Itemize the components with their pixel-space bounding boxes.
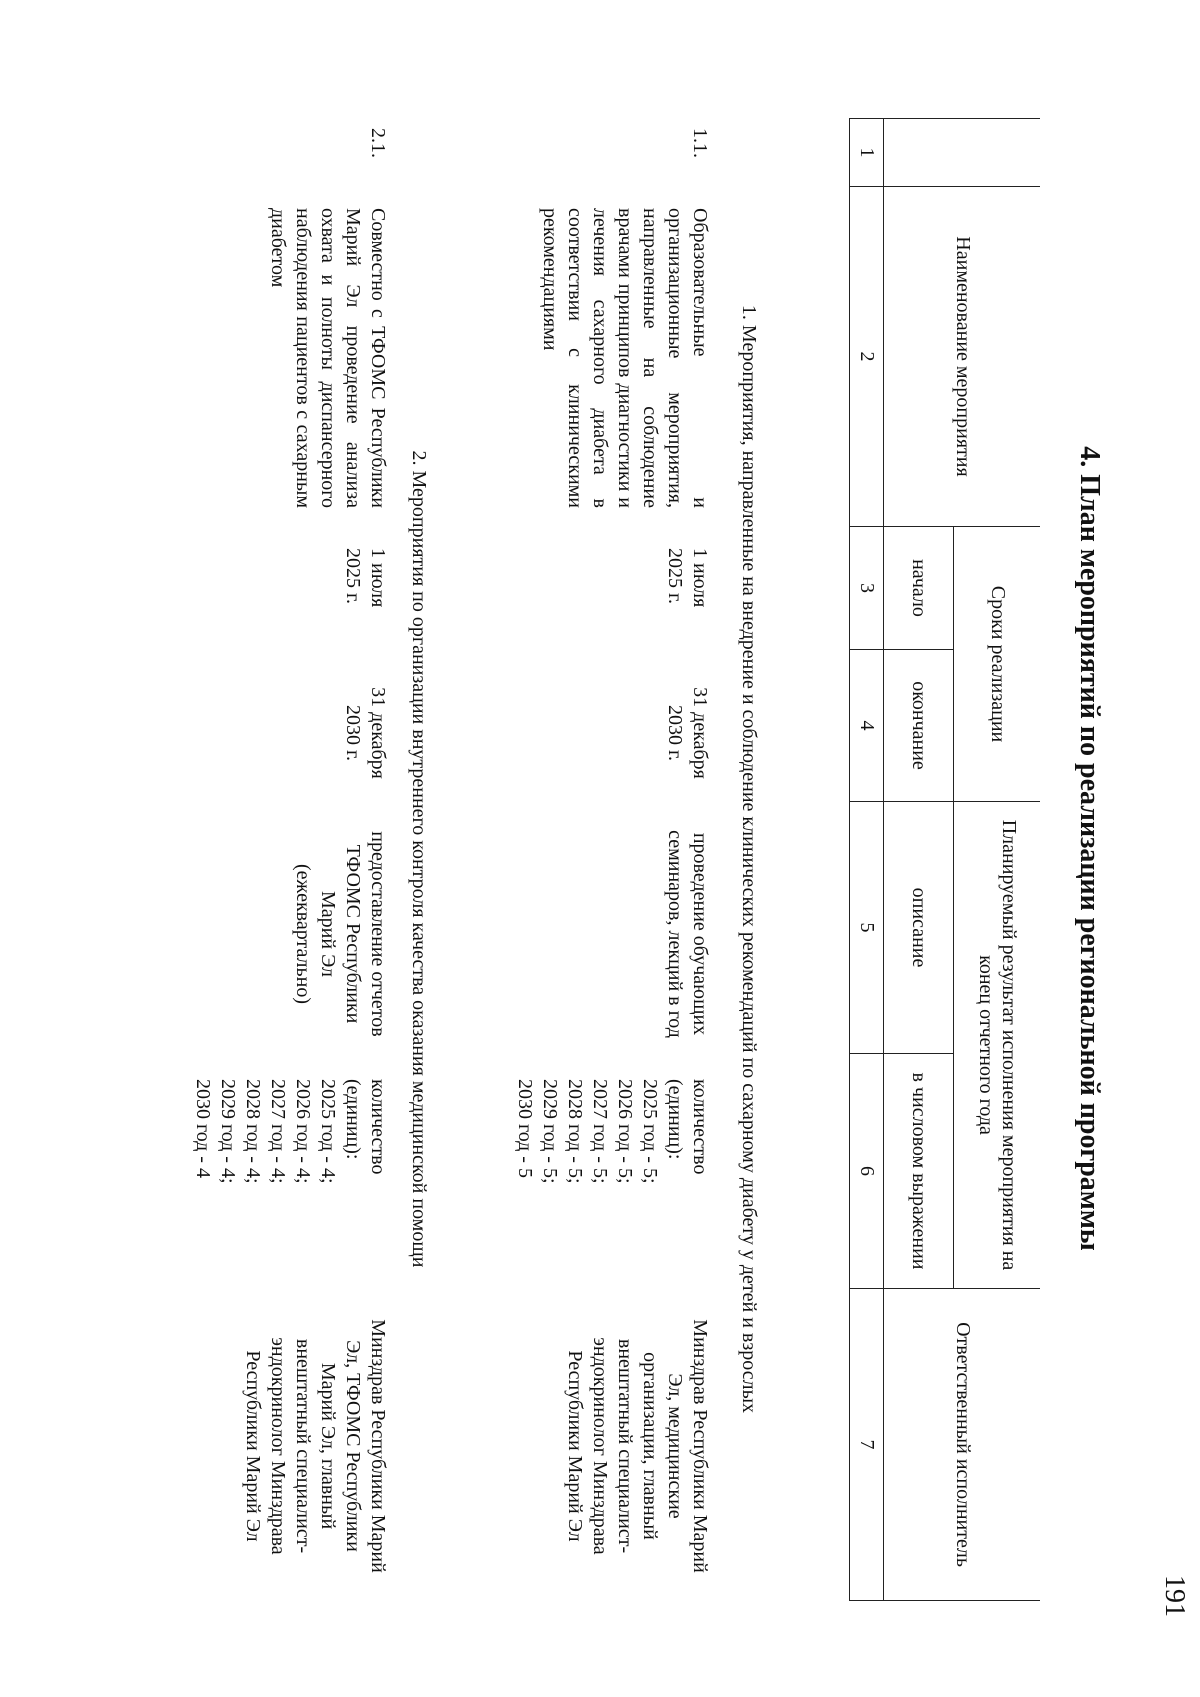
numeric-line: 2027 год - 5; bbox=[589, 1079, 611, 1184]
row-end: 31 декабря 2030 г. bbox=[342, 687, 389, 779]
row-name: Образовательные и организационные мероприятия, направленные на соблюдение врачами принципов диагностики и лечения сахарного диабета в соответствии с клиническими рекомендациями bbox=[539, 208, 711, 508]
header-executor: Ответственный исполнитель bbox=[884, 1289, 1040, 1601]
header-description: описание bbox=[884, 802, 954, 1054]
header-name: Наименование мероприятия bbox=[884, 187, 1040, 527]
numeric-line: (единиц): bbox=[664, 1079, 686, 1160]
row-start: 1 июля 2025 г. bbox=[342, 548, 389, 608]
row-description: проведение обучающих семинаров, лекций в год bbox=[664, 830, 711, 1038]
numeric-line: 2029 год - 5; bbox=[539, 1079, 561, 1184]
header-result: Планируемый результат исполнения мероприятия на конец отчетного года bbox=[954, 802, 1040, 1289]
row-executor: Минздрав Республики Марий Эл, медицинские организации, главный внештатный специалист-эндокринолог Минздрава Республики Марий Эл bbox=[564, 1319, 711, 1573]
numeric-line: 2028 год - 5; bbox=[564, 1079, 586, 1184]
numeric-line: 2027 год - 4; bbox=[267, 1079, 289, 1184]
header-num-blank bbox=[884, 119, 1040, 187]
page-number: 191 bbox=[1159, 1575, 1190, 1617]
column-number: 3 bbox=[850, 527, 884, 650]
numeric-line: 2025 год - 4; bbox=[317, 1079, 339, 1184]
column-number: 7 bbox=[850, 1289, 884, 1601]
numeric-line: количество bbox=[367, 1079, 389, 1175]
row-number: 1.1. bbox=[689, 128, 711, 158]
section-title: 1. Мероприятия, направленные на внедрение и соблюдение клинических рекомендаций по сахарному диабету у детей и взрослых bbox=[738, 304, 760, 1414]
row-end: 31 декабря 2030 г. bbox=[664, 687, 711, 779]
column-number: 2 bbox=[850, 187, 884, 527]
column-number: 6 bbox=[850, 1054, 884, 1289]
numeric-line: 2028 год - 4; bbox=[242, 1079, 264, 1184]
numeric-line: (единиц): bbox=[342, 1079, 364, 1160]
numeric-line: 2025 год - 5; bbox=[639, 1079, 661, 1184]
numeric-line: 2026 год - 4; bbox=[292, 1079, 314, 1184]
header-terms: Сроки реализации bbox=[954, 527, 1040, 802]
numeric-line: 2026 год - 5; bbox=[614, 1079, 636, 1184]
numeric-line: 2029 год - 4; bbox=[217, 1079, 239, 1184]
numeric-line: 2030 год - 4 bbox=[192, 1079, 214, 1178]
header-end: окончание bbox=[884, 650, 954, 802]
numeric-line: количество bbox=[689, 1079, 711, 1175]
row-number: 2.1. bbox=[367, 128, 389, 158]
header-start: начало bbox=[884, 527, 954, 650]
column-number: 5 bbox=[850, 802, 884, 1054]
column-number: 4 bbox=[850, 650, 884, 802]
page-title: 4. План мероприятий по реализации региональной программы bbox=[1074, 446, 1105, 1251]
row-description: предоставление отчетов ТФОМС Республики Марий Эл (ежеквартально) bbox=[292, 831, 389, 1037]
header-numeric: в числовом выражении bbox=[884, 1054, 954, 1289]
row-executor: Минздрав Республики Марий Эл, ТФОМС Республики Марий Эл, главный внештатный специалист-эндокринолог Минздрава Республики Марий Эл bbox=[242, 1319, 389, 1573]
row-name: Совместно с ТФОМС Республики Марий Эл проведение анализа охвата и полноты диспансерного наблюдения пациентов с сахарным диабетом bbox=[267, 208, 389, 508]
numeric-line: 2030 год - 5 bbox=[514, 1079, 536, 1178]
column-number: 1 bbox=[850, 119, 884, 187]
row-start: 1 июля 2025 г. bbox=[664, 548, 711, 608]
row-numeric bbox=[190, 1079, 390, 1289]
section-title: 2. Мероприятия по организации внутреннего контроля качества оказания медицинской помощи bbox=[408, 450, 430, 1268]
table-header bbox=[850, 118, 1041, 1601]
row-numeric bbox=[512, 1079, 712, 1289]
